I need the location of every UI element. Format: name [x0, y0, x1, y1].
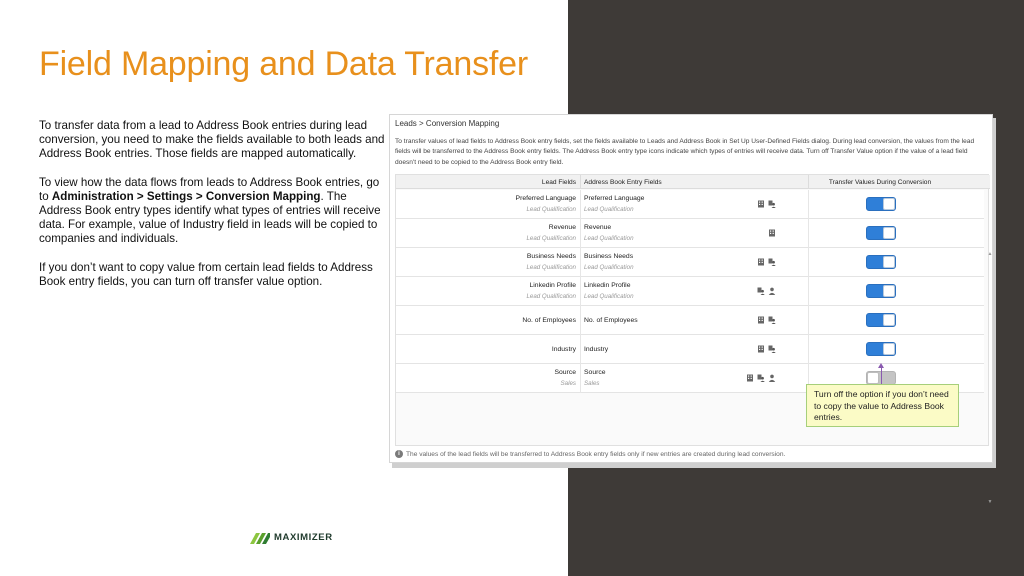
transfer-value-toggle[interactable]	[866, 197, 896, 211]
address-field-category: Lead Qualification	[584, 235, 634, 242]
transfer-value-toggle[interactable]	[866, 284, 896, 298]
column-divider	[580, 364, 581, 393]
scroll-up-icon[interactable]: ▲	[987, 251, 993, 257]
lead-field-cell	[396, 368, 576, 388]
paragraph-3: If you don’t want to copy value from certain lead fields to Address Book entry fields, you can turn off transfer value option.	[39, 260, 373, 288]
entry-type-icons	[736, 345, 776, 354]
table-row[interactable]	[396, 248, 984, 277]
transfer-value-toggle[interactable]	[866, 342, 896, 356]
table-row[interactable]	[396, 335, 984, 364]
individual-icon	[768, 345, 776, 354]
callout-pointer-line	[881, 367, 882, 384]
paragraph-1: To transfer data from a lead to Address Book entries during lead conversion, you need to make the fields available to both leads and Address Book entries. Those fields are mapped automatically.	[39, 119, 385, 161]
column-divider	[808, 335, 809, 364]
lead-field-cell	[396, 281, 576, 301]
column-divider	[808, 219, 809, 248]
lead-field-category: Lead Qualification	[526, 206, 576, 213]
column-header-lead-fields[interactable]: Lead Fields	[541, 179, 576, 186]
column-divider	[808, 306, 809, 335]
lead-field-name: No. of Employees	[522, 317, 576, 324]
column-divider	[580, 335, 581, 364]
company-icon	[757, 345, 765, 354]
entry-type-icons	[736, 258, 776, 267]
footer-note-text: The values of the lead fields will be transferred to Address Book entry fields only if new entries are created during lead conversion.	[406, 450, 786, 458]
contact-icon	[768, 374, 776, 383]
grid-header	[396, 175, 990, 189]
column-divider	[580, 190, 581, 219]
column-divider	[808, 248, 809, 277]
lead-field-name: Preferred Language	[515, 195, 576, 202]
individual-icon	[757, 287, 765, 296]
entry-type-icons	[736, 316, 776, 325]
transfer-value-toggle[interactable]	[866, 226, 896, 240]
address-field-name: Industry	[584, 346, 609, 353]
callout-note: Turn off the option if you don’t need to copy the value to Address Book entries.	[806, 384, 959, 427]
column-divider	[808, 277, 809, 306]
address-field-name: Business Needs	[584, 253, 634, 260]
company-icon	[757, 258, 765, 267]
slide-title: Field Mapping and Data Transfer	[39, 45, 528, 83]
lead-field-category: Lead Qualification	[526, 235, 576, 242]
table-row[interactable]	[396, 306, 984, 335]
company-icon	[768, 229, 776, 238]
address-field-name: Source	[584, 369, 606, 376]
address-field-name: No. of Employees	[584, 317, 638, 324]
paragraph-2-end: . The Address Book entry types identify what types of entries will receive data. For example, value of Industry field in leads will be copied to companies and individuals.	[39, 189, 381, 246]
lead-field-category: Sales	[560, 380, 576, 387]
lead-field-name: Source	[554, 369, 576, 376]
entry-type-icons	[736, 200, 776, 209]
address-field-name: Revenue	[584, 224, 612, 231]
toggle-knob	[867, 372, 879, 384]
transfer-value-toggle[interactable]	[866, 313, 896, 327]
toggle-knob	[883, 227, 895, 239]
lead-field-name: Business Needs	[526, 253, 576, 260]
table-row[interactable]	[396, 190, 984, 219]
lead-field-category: Lead Qualification	[526, 264, 576, 271]
lead-field-cell	[396, 223, 576, 243]
toggle-knob	[883, 198, 895, 210]
breadcrumb: Leads > Conversion Mapping	[395, 119, 500, 128]
toggle-knob	[883, 256, 895, 268]
transfer-value-toggle[interactable]	[866, 255, 896, 269]
company-icon	[757, 316, 765, 325]
toggle-knob	[883, 285, 895, 297]
contact-icon	[768, 287, 776, 296]
lead-field-name: Linkedin Profile	[529, 282, 576, 289]
header-divider	[580, 175, 581, 189]
logo-text: MAXIMIZER	[274, 531, 333, 543]
maximizer-logo	[250, 530, 333, 544]
paragraph-2-start: To view how the data flows from leads to Address Book entries, go to	[39, 175, 380, 203]
column-divider	[580, 219, 581, 248]
address-field-category: Lead Qualification	[584, 206, 634, 213]
callout-arrow-icon	[878, 363, 884, 368]
entry-type-icons	[736, 229, 776, 238]
info-icon: i	[395, 450, 403, 458]
column-divider	[580, 306, 581, 335]
toggle-knob	[883, 343, 895, 355]
address-field-category: Sales	[584, 380, 600, 387]
grid-scrollbar[interactable]	[987, 251, 993, 505]
individual-icon	[768, 258, 776, 267]
lead-field-cell	[396, 345, 576, 354]
address-field-name: Linkedin Profile	[584, 282, 631, 289]
column-header-transfer-values[interactable]: Transfer Values During Conversion	[828, 179, 932, 186]
toggle-knob	[883, 314, 895, 326]
table-row[interactable]	[396, 219, 984, 248]
table-row[interactable]	[396, 277, 984, 306]
lead-field-name: Industry	[551, 346, 576, 353]
column-header-address-fields[interactable]: Address Book Entry Fields	[584, 179, 662, 186]
address-field-name: Preferred Language	[584, 195, 645, 202]
lead-field-cell	[396, 316, 576, 325]
lead-field-category: Lead Qualification	[526, 293, 576, 300]
entry-type-icons	[736, 287, 776, 296]
column-divider	[808, 190, 809, 219]
lead-field-cell	[396, 252, 576, 272]
address-field-category: Lead Qualification	[584, 264, 634, 271]
company-icon	[757, 200, 765, 209]
entry-type-icons	[736, 374, 776, 383]
column-divider	[580, 248, 581, 277]
individual-icon	[757, 374, 765, 383]
lead-field-cell	[396, 194, 576, 214]
scroll-down-icon[interactable]: ▼	[987, 499, 993, 505]
mapping-description: To transfer values of lead fields to Address Book entry fields, set the fields available to Leads and Address Book in Set Up User-Defined Fields dialog. During lead conversion, the values from the lead fields will be transferred to the Address Book entry fields. The Address Book entry type icons indicate which types of entries will receive data. Turn off Transfer Value option if the value of a lead field doesn't need to be copied to the Address Book entry field.	[395, 138, 975, 166]
settings-path: Administration > Settings > Conversion Mapping	[51, 189, 321, 203]
body-text	[39, 119, 389, 303]
address-field-category: Lead Qualification	[584, 293, 634, 300]
individual-icon	[768, 200, 776, 209]
footer-note	[395, 450, 785, 458]
column-divider	[580, 277, 581, 306]
lead-field-name: Revenue	[548, 224, 576, 231]
paragraph-2	[39, 176, 389, 247]
company-icon	[746, 374, 754, 383]
maximizer-logo-icon	[250, 530, 270, 544]
individual-icon	[768, 316, 776, 325]
